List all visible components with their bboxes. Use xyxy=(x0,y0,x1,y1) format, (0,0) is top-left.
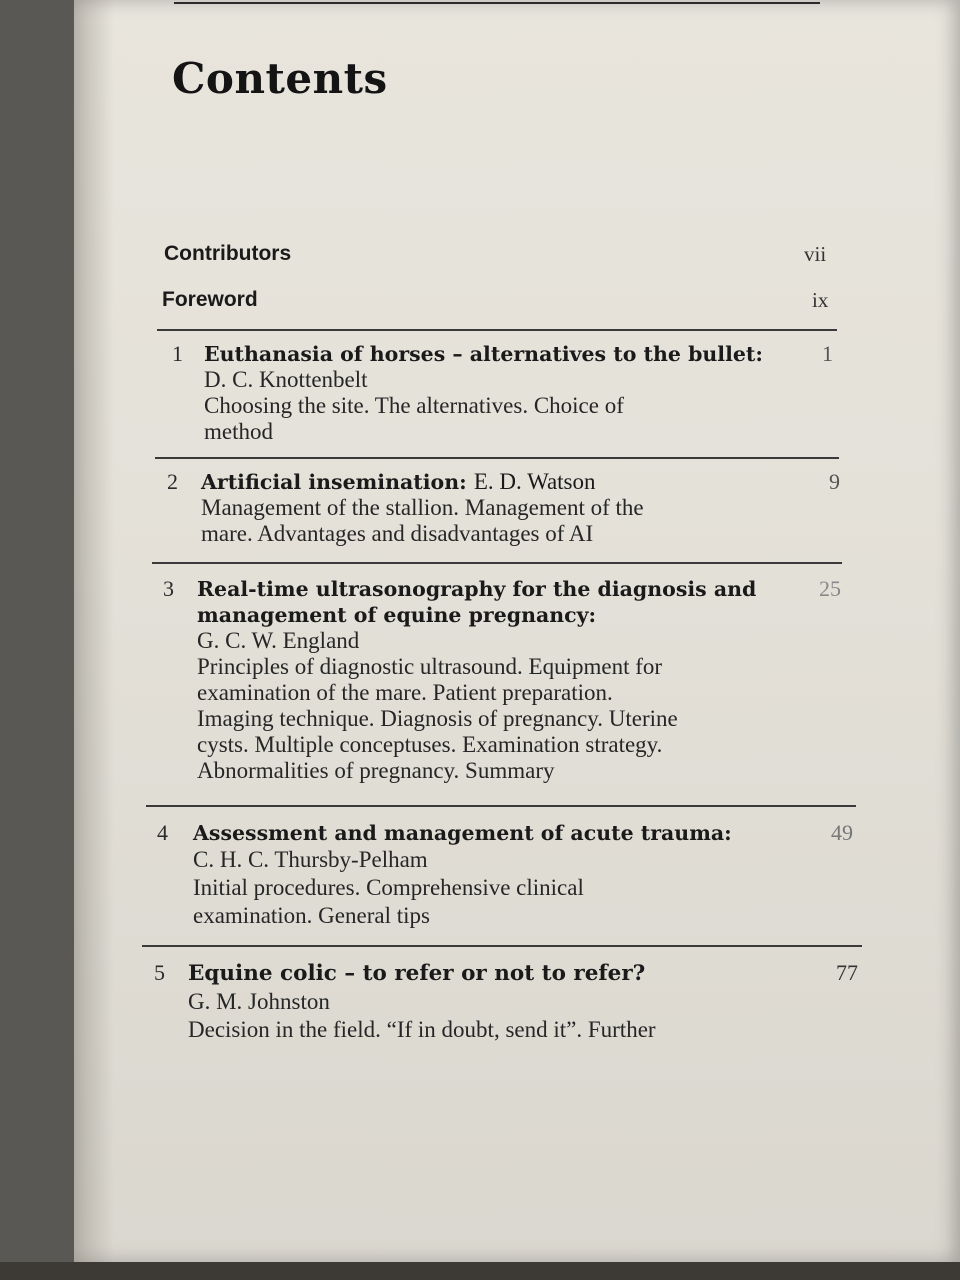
chapter-number: 4 xyxy=(157,820,168,845)
chapter-number: 5 xyxy=(154,960,165,985)
chapter-heading: Assessment and management of acute trauma: xyxy=(193,821,732,845)
chapter-author: G. C. W. England xyxy=(197,628,360,653)
toc-page-number: ix xyxy=(812,288,829,312)
chapter-topics-line: Initial procedures. Comprehensive clinical xyxy=(193,875,584,900)
chapter-author: G. M. Johnston xyxy=(188,989,330,1014)
toc-page-number: 25 xyxy=(819,576,841,601)
chapter-body xyxy=(201,469,644,547)
chapter-heading: Equine colic – to refer or not to refer? xyxy=(188,961,646,986)
top-rule xyxy=(174,2,820,4)
table-surface xyxy=(0,1262,960,1280)
chapter-heading: Real-time ultrasonography for the diagnosis and xyxy=(197,577,757,601)
chapter-topics-line: Imaging technique. Diagnosis of pregnancy. Uterine xyxy=(197,706,678,731)
section-rule xyxy=(155,457,839,459)
chapter-author: E. D. Watson xyxy=(473,469,596,494)
toc-page-number: 1 xyxy=(822,341,833,366)
chapter-heading-continued: management of equine pregnancy: xyxy=(197,603,597,627)
section-rule xyxy=(152,562,842,564)
chapter-heading: Euthanasia of horses – alternatives to the bullet: xyxy=(204,342,763,366)
page-title: Contents xyxy=(172,54,388,103)
chapter-topics-line: Decision in the field. “If in doubt, send it”. Further xyxy=(188,1017,656,1042)
section-rule xyxy=(142,945,862,947)
chapter-author: C. H. C. Thursby-Pelham xyxy=(193,847,428,872)
toc-entry-label: Foreword xyxy=(162,288,258,311)
section-rule xyxy=(157,329,837,331)
chapter-topics-line: examination. General tips xyxy=(193,903,430,928)
chapter-number: 3 xyxy=(163,576,174,601)
toc-entry-contributors xyxy=(164,242,834,272)
toc-page-number: 49 xyxy=(831,820,853,845)
chapter-heading-title: Artificial insemination: xyxy=(201,470,467,494)
page-gutter-shadow xyxy=(74,0,114,1262)
chapter-body xyxy=(197,576,756,784)
toc-page-number: vii xyxy=(804,242,827,266)
chapter-author: D. C. Knottenbelt xyxy=(204,367,368,392)
chapter-heading xyxy=(201,469,644,495)
toc-entry-foreword xyxy=(162,288,834,318)
chapter-topics-line: method xyxy=(204,419,273,444)
chapter-topics-line: examination of the mare. Patient preparation. xyxy=(197,680,613,705)
toc-entry-label: Contributors xyxy=(164,242,292,265)
chapter-topics-line: mare. Advantages and disadvantages of AI xyxy=(201,521,594,546)
chapter-topics-line: Management of the stallion. Management of the xyxy=(201,495,644,520)
chapter-topics-line: cysts. Multiple conceptuses. Examination strategy. xyxy=(197,732,663,757)
chapter-body xyxy=(204,341,763,445)
chapter-topics-line: Abnormalities of pregnancy. Summary xyxy=(197,758,555,783)
chapter-body xyxy=(188,960,656,1044)
chapter-number: 2 xyxy=(167,469,178,494)
chapter-body xyxy=(193,820,732,930)
section-rule xyxy=(146,805,856,807)
chapter-topics-line: Principles of diagnostic ultrasound. Equipment for xyxy=(197,654,663,679)
chapter-number: 1 xyxy=(172,341,183,366)
chapter-topics-line: Choosing the site. The alternatives. Choice of xyxy=(204,393,624,418)
toc-page-number: 77 xyxy=(836,960,858,985)
toc-page-number: 9 xyxy=(829,469,840,494)
